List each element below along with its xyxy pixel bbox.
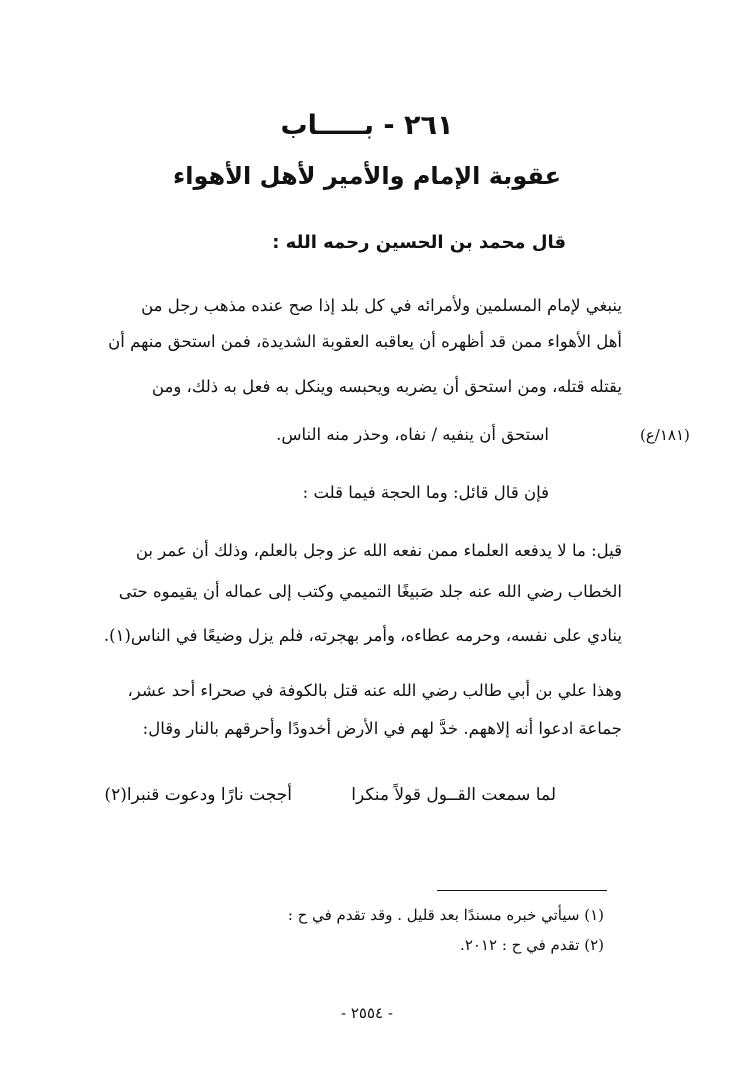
chapter-heading: ٢٦١ - بـــــاب <box>280 110 454 141</box>
footnote-separator <box>437 890 607 891</box>
intro-line: قال محمد بن الحسين رحمه الله : <box>272 232 566 253</box>
poem-hemistich-1: لما سمعت القــول قولاً منكرا <box>351 785 556 805</box>
page-number: - ٢٥٥٤ - <box>341 1004 393 1022</box>
chapter-title: عقوبة الإمام والأمير لأهل الأهواء <box>172 162 562 190</box>
poem-hemistich-2: أججت نارًا ودعوت قنبرا(٢) <box>104 785 292 805</box>
paragraph2-line: الخطاب رضي الله عنه جلد صَبيغًا التميمي وكتب إلى عماله أن يقيموه حتى <box>118 582 622 601</box>
paragraph1-line: أهل الأهواء ممن قد أظهره أن يعاقبه العقوبة الشديدة، فمن استحق منهم أن <box>108 332 622 351</box>
paragraph1-line: يقتله قتله، ومن استحق أن يضربه ويحبسه وينكل به فعل به ذلك، ومن <box>151 377 622 396</box>
paragraph3-line: وهذا علي بن أبي طالب رضي الله عنه قتل بالكوفة في صحراء أحد عشر، <box>127 681 622 700</box>
paragraph3-line: جماعة ادعوا أنه إلاههم. خدَّ لهم في الأرض أخدودًا وأحرقهم بالنار وقال: <box>142 719 622 738</box>
footnote: (٢) تقدم في ح : ٢٠١٢. <box>460 936 604 954</box>
paragraph1-line: ينبغي لإمام المسلمين ولأمرائه في كل بلد إذا صح عنده مذهب رجل من <box>141 296 622 315</box>
paragraph1-line: استحق أن ينفيه / نفاه، وحذر منه الناس. <box>276 425 549 444</box>
margin-reference: (١٨١/ع) <box>640 426 690 444</box>
footnote: (١) سيأتي خبره مسندًا بعد قليل . وقد تقدم في ح : <box>287 906 604 924</box>
question-line: فإن قال قائل: وما الحجة فيما قلت : <box>302 483 549 502</box>
paragraph2-line: قيل: ما لا يدفعه العلماء ممن نفعه الله عز وجل بالعلم، وذلك أن عمر بن <box>135 541 622 560</box>
paragraph2-line: ينادي على نفسه، وحرمه عطاءه، وأمر بهجرته، فلم يزل وضيعًا في الناس(١). <box>103 626 622 645</box>
